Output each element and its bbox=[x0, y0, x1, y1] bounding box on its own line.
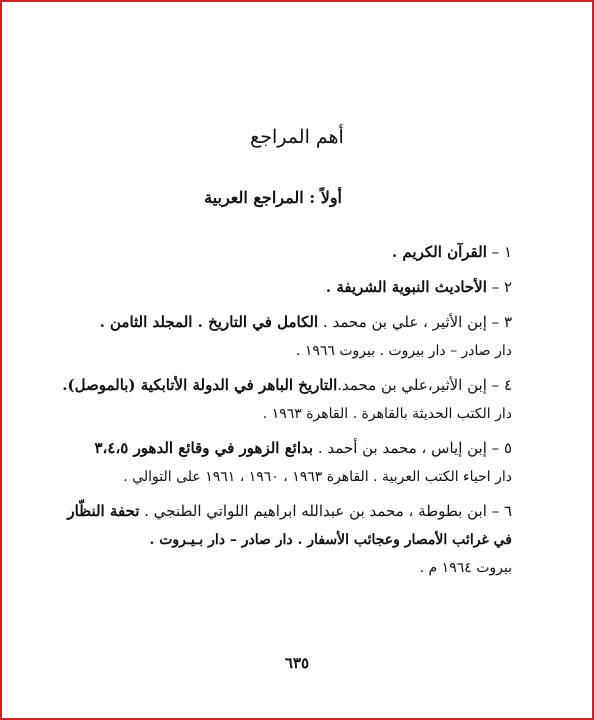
reference-number: ٣ – bbox=[486, 313, 512, 331]
reference-item bbox=[62, 273, 512, 302]
document-page bbox=[2, 2, 592, 718]
reference-number: ١ – bbox=[486, 243, 512, 261]
reference-item bbox=[62, 371, 512, 428]
reference-author: إبن الأثير ، علي بن محمد . bbox=[318, 313, 487, 331]
reference-work: الكامل في التاريخ . المجلد الثامن . bbox=[99, 313, 319, 331]
reference-publication: بيروت ١٩٦٤ م . bbox=[419, 560, 512, 576]
page-number: ٦٣٥ bbox=[284, 654, 310, 672]
reference-number: ٦ – bbox=[486, 502, 512, 520]
page-title: أهم المراجع bbox=[250, 126, 344, 148]
reference-number: ٢ – bbox=[486, 278, 512, 296]
section-heading: أولاً : المراجع العربية bbox=[204, 188, 342, 207]
reference-work: التاريخ الباهر في الدولة الأتابكية (بالموصل). bbox=[62, 376, 338, 394]
references-list bbox=[62, 238, 512, 588]
reference-author: إبن الأثير،علي بن محمد. bbox=[337, 376, 487, 394]
reference-publication: في غرائب الأمصار وعجائب الأسفار . دار صادر – دار بـيـروت . bbox=[149, 532, 512, 548]
reference-work: تحفة النظّار bbox=[67, 502, 140, 520]
reference-number: ٤ – bbox=[486, 376, 512, 394]
reference-item bbox=[62, 308, 512, 365]
reference-author: إبن إياس ، محمد بن أحمد . bbox=[313, 439, 487, 457]
reference-publication: دار الكتب الحديثة بالقاهرة . القاهرة ١٩٦٣ . bbox=[262, 406, 512, 422]
reference-item bbox=[62, 497, 512, 582]
reference-publication: دار احياء الكتب العربية . القاهرة ١٩٦٣ ، ١٩٦٠ ، ١٩٦١ على التوالي . bbox=[123, 469, 512, 485]
reference-work: الأحاديث النبوية الشريفة . bbox=[325, 278, 487, 296]
reference-number: ٥ – bbox=[486, 439, 512, 457]
reference-work: بدائع الزهور في وقائع الدهور ٣،٤،٥ bbox=[94, 439, 314, 457]
reference-author: ابن بطوطة ، محمد بن عبدالله ابراهيم اللواتي الطنجي . bbox=[139, 502, 487, 520]
reference-work: القرآن الكريم . bbox=[391, 243, 487, 261]
reference-item bbox=[62, 238, 512, 267]
reference-publication: دار صادر – دار بيروت . بيروت ١٩٦٦ . bbox=[295, 343, 512, 359]
reference-item bbox=[62, 434, 512, 491]
